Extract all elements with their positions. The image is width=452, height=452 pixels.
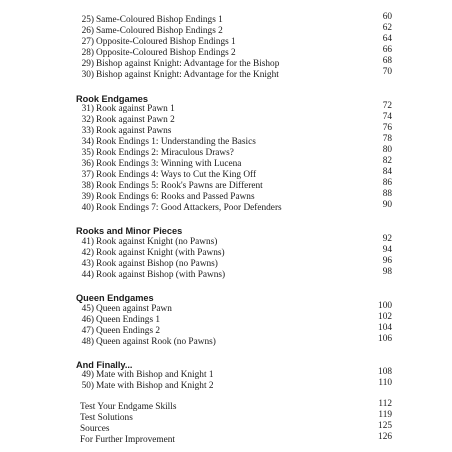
chapter-number: 42) — [81, 248, 94, 258]
toc-entry — [76, 115, 396, 126]
toc-entry — [76, 59, 396, 70]
chapter-number: 28) — [81, 48, 94, 58]
chapter-number: 31) — [81, 104, 94, 114]
chapter-number: 49) — [81, 370, 94, 380]
toc-entry — [76, 270, 396, 281]
chapter-number: 37) — [81, 170, 94, 180]
chapter-number: 46) — [81, 315, 94, 325]
chapter-title: Rook against Bishop (no Pawns) — [96, 259, 218, 269]
chapter-number: 29) — [81, 59, 94, 69]
toc-entry — [76, 259, 396, 270]
chapter-title: Queen Endings 1 — [96, 315, 161, 325]
page-number: 102 — [378, 312, 392, 322]
page-number: 94 — [382, 245, 392, 255]
chapter-number: 38) — [81, 181, 94, 191]
page-number: 62 — [382, 23, 392, 33]
toc-entry — [76, 148, 396, 159]
section-heading: And Finally... — [76, 360, 133, 370]
chapter-number: 35) — [81, 148, 94, 158]
chapter-number: 44) — [81, 270, 94, 280]
page-number: 68 — [382, 56, 392, 66]
chapter-title: Bishop against Knight: Advantage for the Knight — [96, 70, 279, 80]
page-number: 119 — [378, 410, 392, 420]
toc-entry — [80, 413, 400, 424]
chapter-title: Rook against Bishop (with Pawns) — [96, 270, 226, 280]
page-number: 106 — [378, 334, 392, 344]
chapter-title: For Further Improvement — [80, 435, 176, 445]
chapter-number: 39) — [81, 192, 94, 202]
page-number: 64 — [382, 34, 392, 44]
page-number: 74 — [382, 112, 392, 122]
chapter-title: Opposite-Coloured Bishop Endings 1 — [96, 37, 236, 47]
page-number: 60 — [382, 12, 392, 22]
page-number: 84 — [382, 167, 392, 177]
chapter-title: Mate with Bishop and Knight 2 — [96, 381, 214, 391]
toc-entry — [76, 304, 396, 315]
page-number: 96 — [382, 256, 392, 266]
chapter-title: Test Solutions — [80, 413, 133, 423]
page-number: 86 — [382, 178, 392, 188]
chapter-number: 33) — [81, 126, 94, 136]
toc-entry — [76, 381, 396, 392]
chapter-title: Rook against Knight (no Pawns) — [96, 237, 218, 247]
chapter-number: 27) — [81, 37, 94, 47]
toc-entry — [76, 170, 396, 181]
chapter-title: Rook Endings 6: Rooks and Passed Pawns — [96, 192, 255, 202]
chapter-title: Same-Coloured Bishop Endings 1 — [96, 15, 223, 25]
page-number: 82 — [382, 156, 392, 166]
chapter-title: Bishop against Knight: Advantage for the Bishop — [96, 59, 280, 69]
toc-entry — [76, 181, 396, 192]
toc-entry — [76, 326, 396, 337]
chapter-title: Rook Endings 3: Winning with Lucena — [96, 159, 242, 169]
page-number: 125 — [378, 421, 392, 431]
section-heading: Queen Endgames — [76, 293, 154, 303]
chapter-title: Queen Endings 2 — [96, 326, 161, 336]
toc-entry — [76, 37, 396, 48]
chapter-title: Mate with Bishop and Knight 1 — [96, 370, 214, 380]
page-number: 92 — [382, 234, 392, 244]
page-number: 76 — [382, 123, 392, 133]
toc-entry — [76, 15, 396, 26]
chapter-title: Rook against Pawn 1 — [96, 104, 175, 114]
chapter-title: Rook Endings 1: Understanding the Basics — [96, 137, 256, 147]
chapter-number: 26) — [81, 26, 94, 36]
toc-entry — [76, 337, 396, 348]
chapter-number: 40) — [81, 203, 94, 213]
toc-entry — [76, 126, 396, 137]
chapter-title: Test Your Endgame Skills — [80, 402, 177, 412]
toc-entry — [76, 70, 396, 81]
toc-entry — [76, 370, 396, 381]
chapter-title: Rook Endings 5: Rook's Pawns are Different — [96, 181, 263, 191]
chapter-title: Sources — [80, 424, 110, 434]
toc-entry — [76, 26, 396, 37]
chapter-number: 45) — [81, 304, 94, 314]
page-number: 70 — [382, 67, 392, 77]
page-number: 90 — [382, 200, 392, 210]
page-number: 110 — [378, 378, 392, 388]
page-number: 104 — [378, 323, 392, 333]
page-number: 72 — [382, 101, 392, 111]
toc-entry — [80, 402, 400, 413]
chapter-title: Rook against Pawn 2 — [96, 115, 175, 125]
page-number: 112 — [378, 399, 392, 409]
chapter-number: 34) — [81, 137, 94, 147]
chapter-title: Opposite-Coloured Bishop Endings 2 — [96, 48, 236, 58]
toc-entry — [80, 424, 400, 435]
page-number: 78 — [382, 134, 392, 144]
toc-entry — [80, 435, 400, 446]
chapter-number: 30) — [81, 70, 94, 80]
chapter-title: Queen against Pawn — [96, 304, 172, 314]
toc-entry — [76, 48, 396, 59]
toc-entry — [76, 104, 396, 115]
chapter-number: 25) — [81, 15, 94, 25]
chapter-title: Rook Endings 7: Good Attackers, Poor Defenders — [96, 203, 282, 213]
section-heading: Rook Endgames — [76, 94, 148, 104]
chapter-number: 47) — [81, 326, 94, 336]
chapter-number: 48) — [81, 337, 94, 347]
chapter-title: Rook against Pawns — [96, 126, 172, 136]
toc-entry — [76, 203, 396, 214]
toc-entry — [76, 192, 396, 203]
chapter-number: 32) — [81, 115, 94, 125]
toc-entry — [76, 248, 396, 259]
chapter-title: Rook Endings 2: Miraculous Draws? — [96, 148, 234, 158]
page-number: 126 — [378, 432, 392, 442]
page-number: 88 — [382, 189, 392, 199]
toc-entry — [76, 159, 396, 170]
chapter-title: Queen against Rook (no Pawns) — [96, 337, 216, 347]
toc-entry — [76, 315, 396, 326]
page-number: 80 — [382, 145, 392, 155]
chapter-number: 50) — [81, 381, 94, 391]
section-heading: Rooks and Minor Pieces — [76, 226, 183, 236]
chapter-number: 43) — [81, 259, 94, 269]
toc-entry — [76, 237, 396, 248]
chapter-title: Rook Endings 4: Ways to Cut the King Off — [96, 170, 257, 180]
toc-entry — [76, 137, 396, 148]
page-number: 66 — [382, 45, 392, 55]
chapter-number: 41) — [81, 237, 94, 247]
page-number: 108 — [378, 367, 392, 377]
page-number: 98 — [382, 267, 392, 277]
chapter-number: 36) — [81, 159, 94, 169]
page-number: 100 — [378, 301, 392, 311]
chapter-title: Rook against Knight (with Pawns) — [96, 248, 225, 258]
chapter-title: Same-Coloured Bishop Endings 2 — [96, 26, 223, 36]
